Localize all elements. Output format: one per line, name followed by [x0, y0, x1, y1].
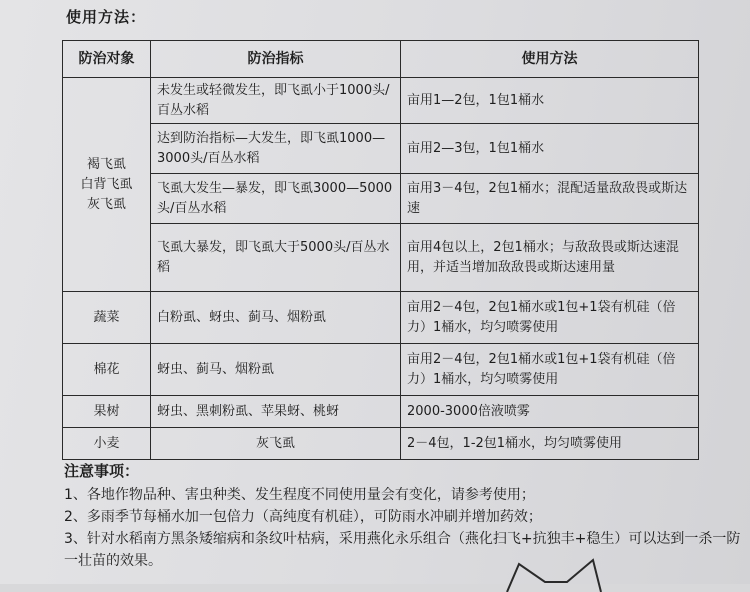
section-heading: 使用方法： — [66, 8, 147, 26]
header-method: 使用方法 — [401, 41, 699, 78]
note-item: 2、多雨季节每桶水加一包倍力（高纯度有机硅），可防雨水冲刷并增加药效； — [64, 509, 542, 525]
target-cell: 棉花 — [63, 344, 151, 396]
indicator-cell: 蚜虫、黑刺粉虱、苹果蚜、桃蚜 — [151, 396, 401, 428]
table-header-row — [63, 41, 699, 78]
method-cell: 亩用2－4包，2包1桶水或1包+1袋有机硅（倍力）1桶水，均匀喷雾使用 — [401, 344, 699, 396]
target-cell: 小麦 — [63, 428, 151, 460]
table-row — [63, 78, 699, 124]
cat-ears-drawing — [505, 552, 605, 592]
method-cell: 2－4包，1-2包1桶水，均匀喷雾使用 — [401, 428, 699, 460]
table-row — [63, 124, 699, 174]
notes-section — [64, 460, 744, 572]
indicator-cell: 蚜虫、蓟马、烟粉虱 — [151, 344, 401, 396]
table-row — [63, 428, 699, 460]
method-cell: 亩用1—2包，1包1桶水 — [401, 78, 699, 124]
indicator-cell: 未发生或轻微发生，即飞虱小于1000头/百丛水稻 — [151, 78, 401, 124]
table-row — [63, 174, 699, 224]
method-cell: 亩用4包以上，2包1桶水；与敌敌畏或斯达速混用，并适当增加敌敌畏或斯达速用量 — [401, 224, 699, 292]
table-row — [63, 344, 699, 396]
indicator-cell: 达到防治指标—大发生，即飞虱1000—3000头/百丛水稻 — [151, 124, 401, 174]
indicator-cell: 飞虱大暴发，即飞虱大于5000头/百丛水稻 — [151, 224, 401, 292]
target-planthoppers: 褐飞虱 白背飞虱 灰飞虱 — [63, 78, 151, 292]
header-target: 防治对象 — [63, 41, 151, 78]
indicator-cell: 白粉虱、蚜虫、蓟马、烟粉虱 — [151, 292, 401, 344]
table-row — [63, 224, 699, 292]
table-row — [63, 396, 699, 428]
note-item: 3、针对水稻南方黑条矮缩病和条纹叶枯病，采用燕化永乐组合（燕化扫飞+抗独丰+稳生）可以达到一杀一防一壮苗的效果。 — [64, 531, 741, 569]
method-cell: 2000-3000倍液喷雾 — [401, 396, 699, 428]
method-cell: 亩用2—3包，1包1桶水 — [401, 124, 699, 174]
method-cell: 亩用3－4包，2包1桶水；混配适量敌敌畏或斯达速 — [401, 174, 699, 224]
indicator-cell: 飞虱大发生—暴发，即飞虱3000—5000头/百丛水稻 — [151, 174, 401, 224]
header-indicator: 防治指标 — [151, 41, 401, 78]
usage-table — [62, 40, 699, 460]
notes-title: 注意事项： — [64, 462, 140, 480]
indicator-cell: 灰飞虱 — [151, 428, 401, 460]
target-cell: 果树 — [63, 396, 151, 428]
note-item: 1、各地作物品种、害虫种类、发生程度不同使用量会有变化，请参考使用； — [64, 487, 535, 503]
target-cell: 蔬菜 — [63, 292, 151, 344]
method-cell: 亩用2－4包，2包1桶水或1包+1袋有机硅（倍力）1桶水，均匀喷雾使用 — [401, 292, 699, 344]
table-row — [63, 292, 699, 344]
